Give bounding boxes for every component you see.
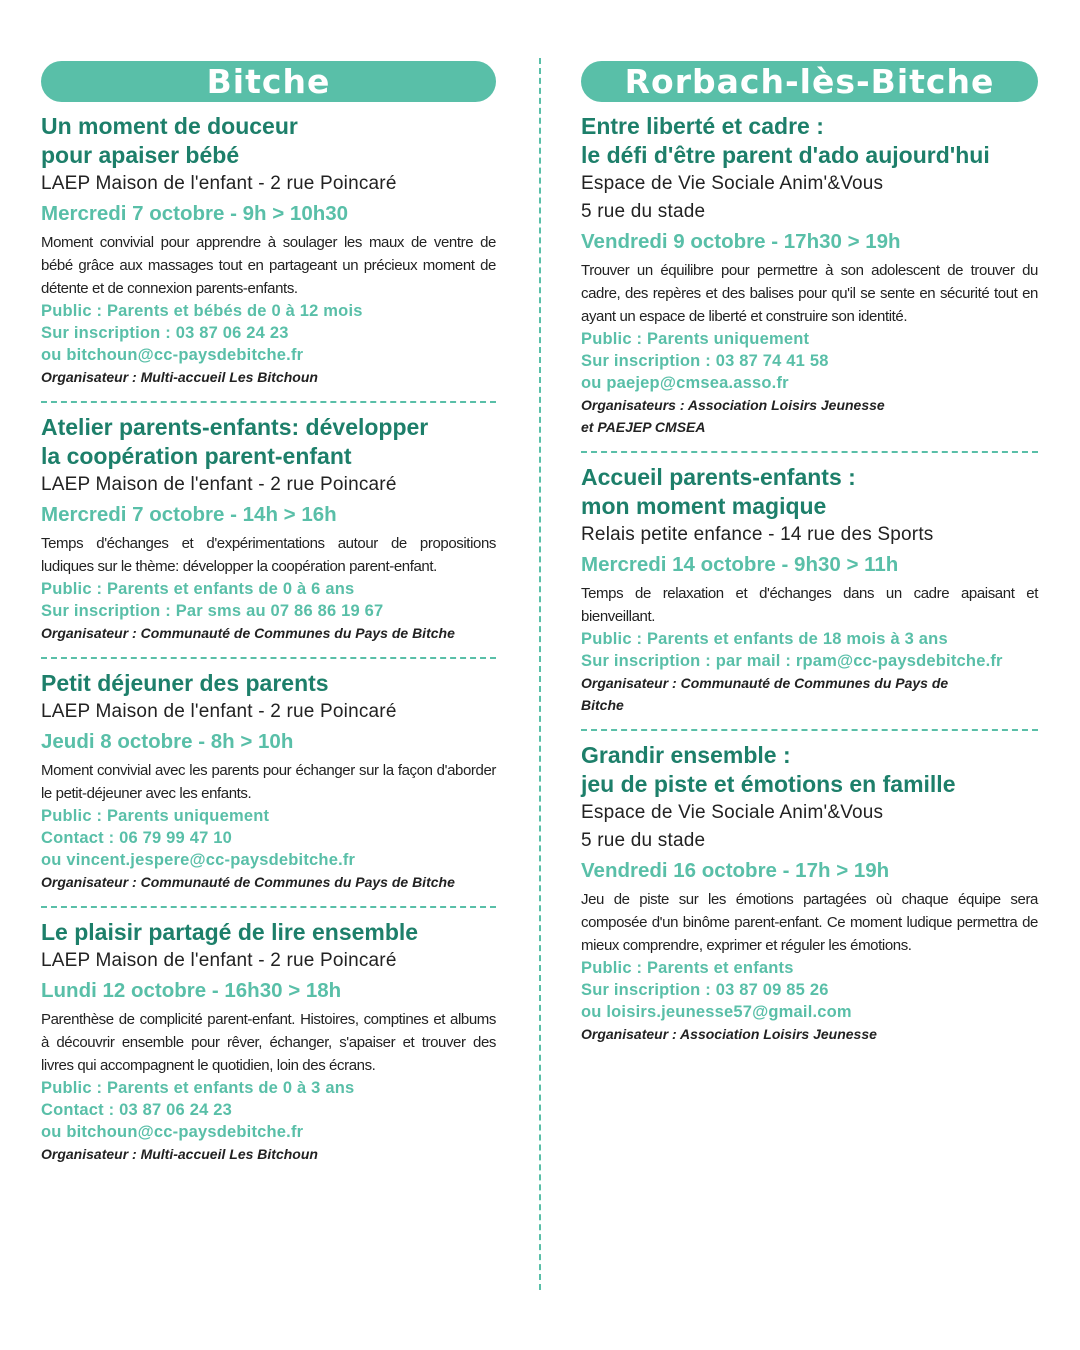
event-date: Vendredi 16 octobre - 17h > 19h: [581, 859, 890, 882]
event-title: Un moment de douceur: [41, 113, 298, 139]
event-divider: [41, 401, 496, 403]
event-info: Public : Parents et enfants de 0 à 6 ans: [41, 580, 355, 598]
event-info: Sur inscription : par mail : rpam@cc-paysdebitche.fr: [581, 652, 1003, 670]
event-date: Vendredi 9 octobre - 17h30 > 19h: [581, 230, 901, 253]
event-date: Mercredi 7 octobre - 9h > 10h30: [41, 202, 349, 225]
event-location: Espace de Vie Sociale Anim'&Vous: [581, 802, 884, 823]
event-info: Public : Parents et enfants de 0 à 3 ans: [41, 1079, 355, 1097]
event-divider: [581, 451, 1038, 453]
event-description: Temps d'échanges et d'expérimentations autour de propositions ludiques sur le thème: développer la coopération parent-enfant.: [41, 535, 496, 575]
event-title: mon moment magique: [581, 493, 827, 519]
event-title: Accueil parents-enfants :: [581, 464, 856, 490]
event-organizer: et PAEJEP CMSEA: [581, 419, 706, 435]
event-title: Grandir ensemble :: [581, 742, 791, 768]
event-organizer: Organisateur : Multi-accueil Les Bitchoun: [41, 369, 318, 385]
event-info: Public : Parents uniquement: [41, 807, 270, 825]
event-description: Temps de relaxation et d'échanges dans un cadre apaisant et bienveillant.: [581, 585, 1038, 625]
event-date: Jeudi 8 octobre - 8h > 10h: [41, 730, 294, 753]
event-divider: [581, 729, 1038, 731]
event-description: Moment convivial pour apprendre à soulager les maux de ventre de bébé grâce aux massages tout en partageant un précieux moment de détente et de connexion parents-enfants.: [41, 234, 496, 297]
event-card: [581, 112, 1038, 438]
event-info: ou bitchoun@cc-paysdebitche.fr: [41, 346, 304, 364]
event-info: Sur inscription : 03 87 06 24 23: [41, 324, 289, 342]
event-date: Lundi 12 octobre - 16h30 > 18h: [41, 979, 342, 1002]
event-organizer: Organisateurs : Association Loisirs Jeunesse: [581, 397, 885, 413]
event-location: 5 rue du stade: [581, 201, 706, 222]
event-list-bitche: [41, 112, 496, 1165]
event-location: Relais petite enfance - 14 rue des Sports: [581, 524, 934, 545]
event-info: Sur inscription : 03 87 74 41 58: [581, 352, 829, 370]
event-location: 5 rue du stade: [581, 830, 706, 851]
section-header-rorbach: Rorbach-lès-Bitche: [581, 61, 1038, 102]
event-title: Le plaisir partagé de lire ensemble: [41, 919, 419, 945]
event-list-rorbach: [581, 112, 1038, 1045]
event-info: Contact : 03 87 06 24 23: [41, 1101, 232, 1119]
event-info: Public : Parents et bébés de 0 à 12 mois: [41, 302, 363, 320]
event-card: [41, 918, 496, 1165]
event-title: jeu de piste et émotions en famille: [581, 771, 956, 797]
event-title: Petit déjeuner des parents: [41, 670, 329, 696]
event-organizer: Organisateur : Communauté de Communes du Pays de Bitche: [41, 625, 455, 641]
event-card: [41, 669, 496, 893]
column-rorbach: [581, 61, 1038, 1045]
event-organizer: Organisateur : Communauté de Communes du Pays de: [581, 675, 949, 691]
event-location: LAEP Maison de l'enfant - 2 rue Poincaré: [41, 701, 397, 722]
event-info: Contact : 06 79 99 47 10: [41, 829, 232, 847]
event-date: Mercredi 7 octobre - 14h > 16h: [41, 503, 337, 526]
event-description: Trouver un équilibre pour permettre à son adolescent de trouver du cadre, des repères et des balises pour qu'il se sente en sécurité tout en ayant un espace de liberté et construire son identité.: [581, 262, 1038, 325]
event-card: [41, 413, 496, 644]
event-location: LAEP Maison de l'enfant - 2 rue Poincaré: [41, 173, 397, 194]
event-location: LAEP Maison de l'enfant - 2 rue Poincaré: [41, 950, 397, 971]
event-title: Entre liberté et cadre :: [581, 113, 824, 139]
event-info: Public : Parents et enfants: [581, 959, 794, 977]
event-organizer: Organisateur : Communauté de Communes du Pays de Bitche: [41, 874, 455, 890]
event-info: Sur inscription : 03 87 09 85 26: [581, 981, 829, 999]
event-info: ou vincent.jespere@cc-paysdebitche.fr: [41, 851, 356, 869]
section-header-bitche: Bitche: [41, 61, 496, 102]
column-bitche: [41, 61, 496, 1165]
event-card: [41, 112, 496, 388]
event-organizer: Organisateur : Multi-accueil Les Bitchoun: [41, 1146, 318, 1162]
event-organizer: Organisateur : Association Loisirs Jeunesse: [581, 1026, 877, 1042]
event-card: [581, 741, 1038, 1045]
event-title: la coopération parent-enfant: [41, 443, 352, 469]
event-divider: [41, 657, 496, 659]
event-location: Espace de Vie Sociale Anim'&Vous: [581, 173, 884, 194]
event-title: Atelier parents-enfants: développer: [41, 414, 429, 440]
event-organizer: Bitche: [581, 697, 624, 713]
column-divider: [539, 58, 541, 1290]
event-info: Public : Parents et enfants de 18 mois à 3 ans: [581, 630, 948, 648]
event-title: pour apaiser bébé: [41, 142, 240, 168]
event-info: ou loisirs.jeunesse57@gmail.com: [581, 1003, 852, 1021]
event-info: Sur inscription : Par sms au 07 86 86 19 67: [41, 602, 384, 620]
event-location: LAEP Maison de l'enfant - 2 rue Poincaré: [41, 474, 397, 495]
event-info: ou bitchoun@cc-paysdebitche.fr: [41, 1123, 304, 1141]
event-title: le défi d'être parent d'ado aujourd'hui: [581, 142, 990, 168]
event-date: Mercredi 14 octobre - 9h30 > 11h: [581, 553, 899, 576]
event-description: Moment convivial avec les parents pour échanger sur la façon d'aborder le petit-déjeuner avec les enfants.: [41, 762, 496, 802]
event-info: ou paejep@cmsea.asso.fr: [581, 374, 789, 392]
event-description: Jeu de piste sur les émotions partagées où chaque équipe sera composée d'un binôme parent-enfant. Ce moment ludique permettra de mieux comprendre, exprimer et réguler les émotions.: [581, 891, 1038, 954]
event-info: Public : Parents uniquement: [581, 330, 810, 348]
event-card: [581, 463, 1038, 716]
event-divider: [41, 906, 496, 908]
event-description: Parenthèse de complicité parent-enfant. Histoires, comptines et albums à découvrir ensemble pour rêver, échanger, s'apaiser et trouver des livres qui accompagnent le quotidien, loin des écrans.: [41, 1011, 496, 1074]
